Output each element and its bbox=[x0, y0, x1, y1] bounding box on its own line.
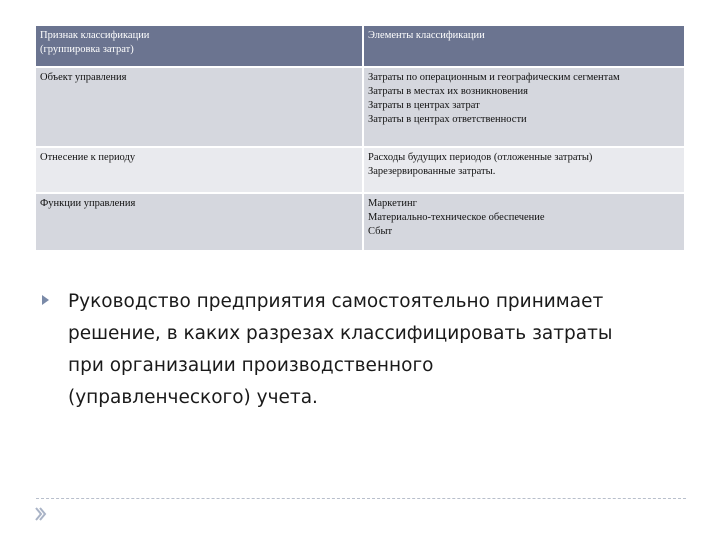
double-chevron-icon[interactable] bbox=[34, 507, 48, 526]
table-row bbox=[36, 67, 684, 147]
triangle-bullet-icon bbox=[42, 295, 49, 305]
classification-table bbox=[36, 26, 684, 252]
bullet-line: решение, в каких разрезах классифицировать затраты bbox=[68, 323, 613, 344]
table-row bbox=[36, 193, 684, 251]
cell-elements bbox=[363, 193, 684, 251]
cell-criterion bbox=[36, 67, 363, 147]
bullet-line: при организации производственного bbox=[68, 355, 434, 376]
cell-text: Расходы будущих периодов (отложенные затраты) bbox=[368, 152, 593, 163]
cell-text: Функции управления bbox=[40, 198, 136, 209]
header-elements bbox=[363, 26, 684, 67]
cell-text: Маркетинг bbox=[368, 198, 417, 209]
bullet-paragraph bbox=[42, 286, 682, 414]
cell-text: Материально-техническое обеспечение bbox=[368, 212, 545, 223]
cell-text: Затраты в местах их возникновения bbox=[368, 86, 528, 97]
header-criterion-line: (группировка затрат) bbox=[40, 44, 134, 55]
cell-criterion bbox=[36, 147, 363, 193]
cell-elements bbox=[363, 67, 684, 147]
cell-text: Затраты по операционным и географическим сегментам bbox=[368, 72, 620, 83]
bullet-line: Руководство предприятия самостоятельно принимает bbox=[68, 291, 604, 312]
table-row bbox=[36, 147, 684, 193]
cell-elements bbox=[363, 147, 684, 193]
header-criterion bbox=[36, 26, 363, 67]
footer-divider bbox=[36, 498, 686, 499]
bullet-line: (управленческого) учета. bbox=[68, 387, 318, 408]
cell-text: Затраты в центрах затрат bbox=[368, 100, 480, 111]
cell-criterion bbox=[36, 193, 363, 251]
header-criterion-line: Признак классификации bbox=[40, 30, 150, 41]
table-header-row bbox=[36, 26, 684, 67]
cell-text: Сбыт bbox=[368, 226, 393, 237]
cell-text: Отнесение к периоду bbox=[40, 152, 136, 163]
cell-text: Затраты в центрах ответственности bbox=[368, 114, 527, 125]
cell-text: Зарезервированные затраты. bbox=[368, 166, 496, 177]
header-elements-line: Элементы классификации bbox=[368, 30, 485, 41]
cell-text: Объект управления bbox=[40, 72, 127, 83]
bullet-text bbox=[68, 286, 682, 414]
